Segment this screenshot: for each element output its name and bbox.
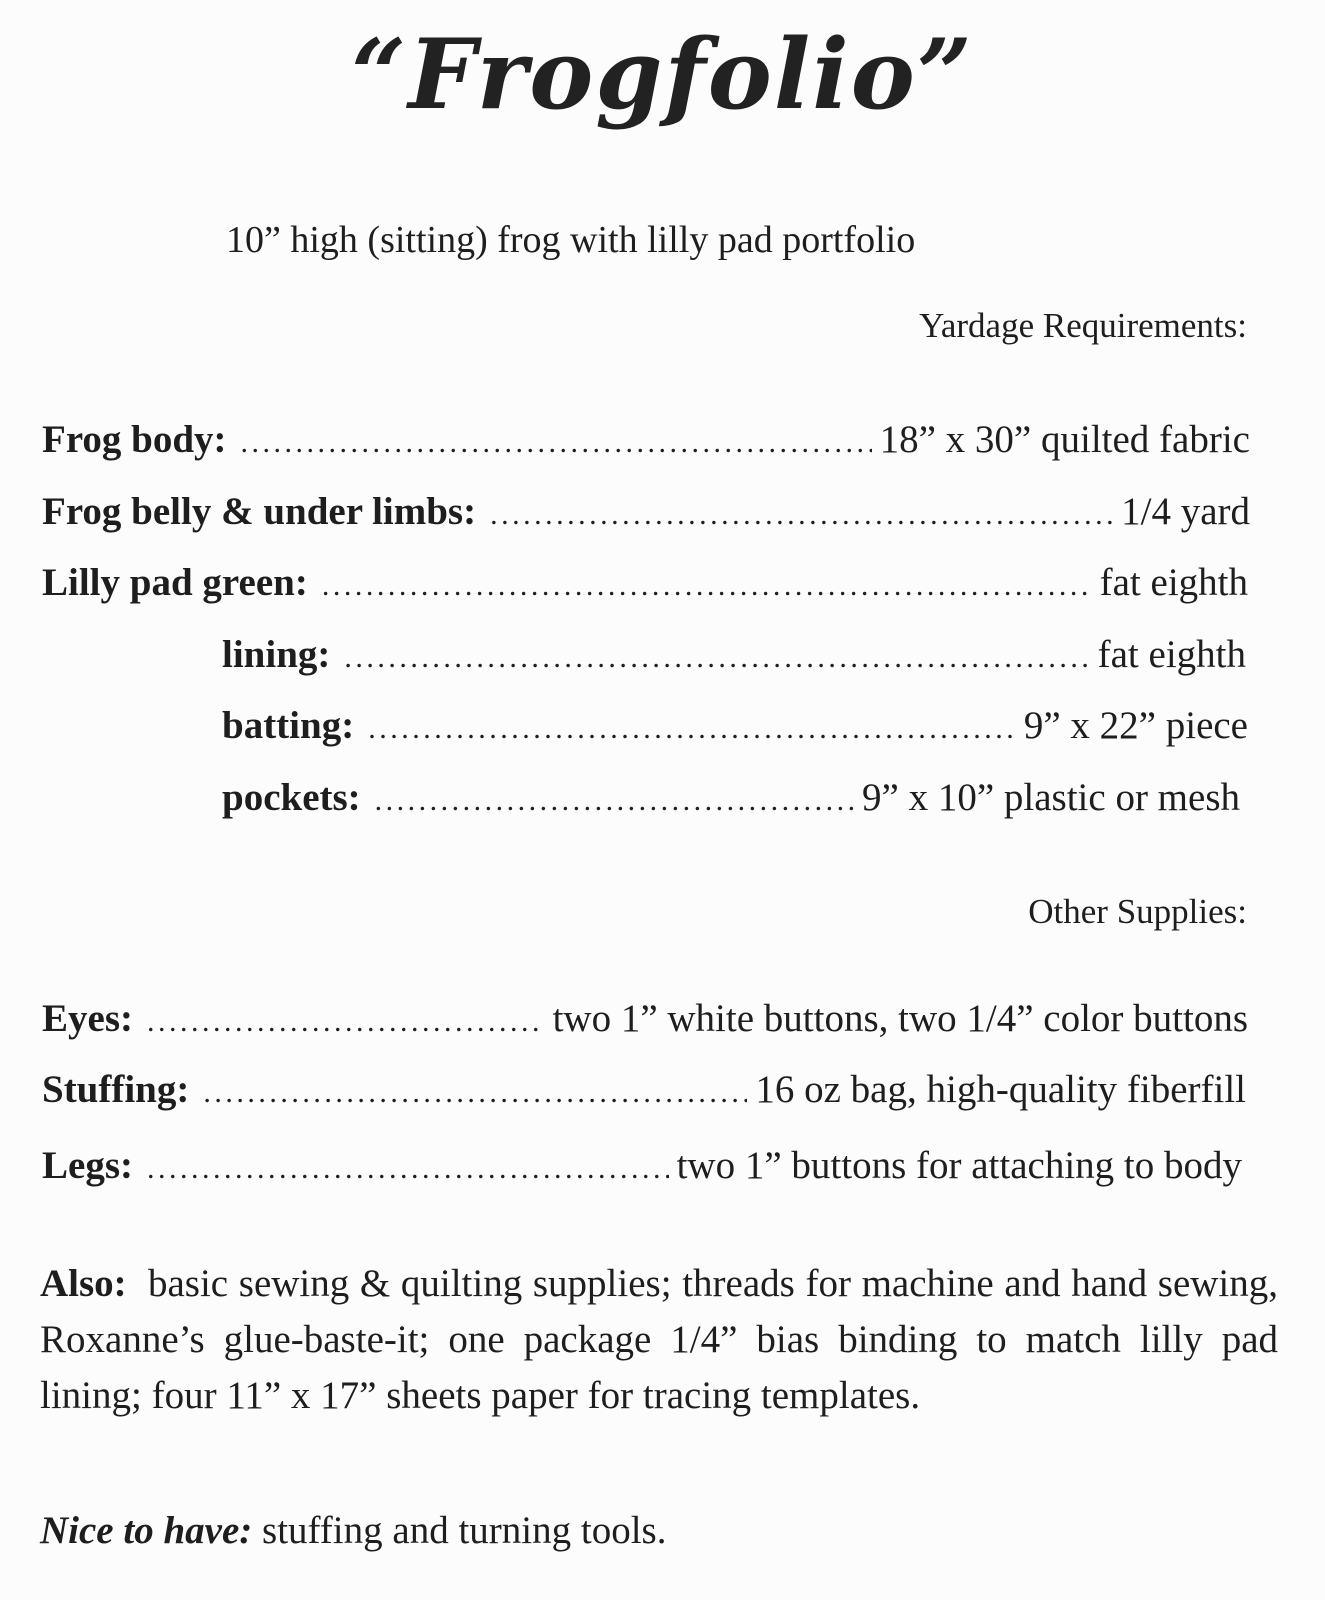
- yardage-row-frog-body: [42, 414, 1250, 466]
- item-label: Lilly pad green:: [42, 561, 308, 604]
- item-label: Legs:: [42, 1144, 133, 1187]
- yardage-row-batting: [222, 700, 1248, 752]
- item-value: fat eighth: [1097, 633, 1246, 676]
- item-value: 9” x 10” plastic or mesh: [862, 776, 1240, 819]
- dot-leader: [375, 775, 854, 827]
- item-value: 16 oz bag, high-quality fiberfill: [755, 1068, 1246, 1111]
- item-value: 18” x 30” quilted fabric: [879, 418, 1250, 461]
- dot-leader: [203, 1067, 747, 1119]
- item-value: two 1” buttons for attaching to body: [676, 1144, 1242, 1187]
- yardage-heading: Yardage Requirements:: [919, 306, 1247, 345]
- item-label: Stuffing:: [42, 1068, 190, 1111]
- supplies-row-eyes: [42, 993, 1248, 1045]
- item-value: 1/4 yard: [1121, 490, 1250, 533]
- subtitle: 10” high (sitting) frog with lilly pad portfolio: [226, 219, 916, 261]
- yardage-row-lilly-pad-green: [42, 557, 1248, 609]
- dot-leader: [322, 560, 1092, 612]
- dot-leader: [490, 489, 1113, 541]
- item-label: Frog belly & under limbs:: [42, 490, 477, 533]
- nice-to-have-line: [40, 1508, 666, 1553]
- item-label: lining:: [222, 633, 331, 676]
- supplies-row-legs: [42, 1140, 1242, 1192]
- dot-leader: [147, 996, 545, 1048]
- item-label: Eyes:: [42, 997, 133, 1040]
- nice-to-have-label: Nice to have:: [40, 1509, 253, 1552]
- item-label: pockets:: [222, 776, 361, 819]
- item-label: batting:: [222, 704, 355, 747]
- nice-to-have-text: stuffing and turning tools.: [262, 1509, 667, 1552]
- supplies-row-stuffing: [42, 1064, 1246, 1116]
- dot-leader: [241, 417, 872, 469]
- item-label: Frog body:: [42, 418, 227, 461]
- page-title: “Frogfolio”: [351, 18, 974, 131]
- other-supplies-heading: Other Supplies:: [1028, 892, 1247, 931]
- dot-leader: [344, 632, 1089, 684]
- yardage-row-pockets: [222, 772, 1240, 824]
- item-value: fat eighth: [1099, 561, 1248, 604]
- also-label: Also:: [40, 1262, 127, 1305]
- dot-leader: [368, 703, 1016, 755]
- yardage-row-frog-belly: [42, 486, 1250, 538]
- also-paragraph: [40, 1256, 1278, 1424]
- item-value: 9” x 22” piece: [1023, 704, 1248, 747]
- also-text: basic sewing & quilting supplies; threads for machine and hand sewing, Roxanne’s glue-baste-it; one package 1/4” bias binding to match lilly pad lining; four 11” x 17” sheets paper for tracing templates.: [40, 1262, 1279, 1417]
- yardage-row-lining: [222, 629, 1246, 681]
- item-value: two 1” white buttons, two 1/4” color buttons: [552, 997, 1248, 1040]
- dot-leader: [147, 1143, 669, 1195]
